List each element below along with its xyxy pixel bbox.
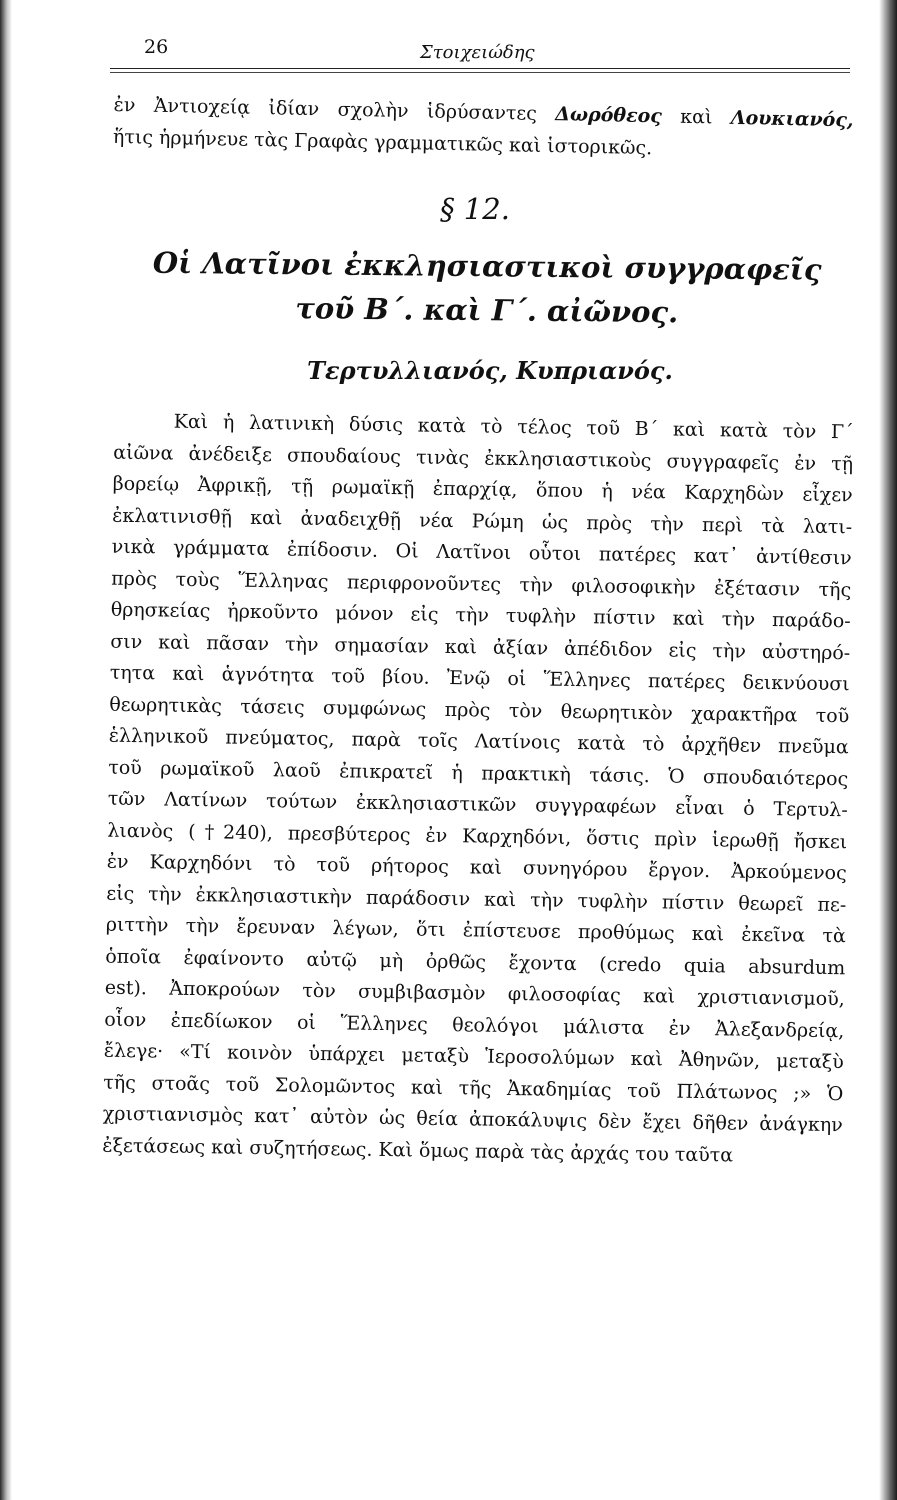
text-line: εἰς τὴν ἐκκλησιαστικὴν παράδοσιν καὶ τὴν τυφλὴν πίστιν θεωρεῖ πε- <box>106 882 847 916</box>
text-line: πρὸς τοὺς Ἕλληνας περιφρονοῦντες τὴν φιλοσοφικὴν ἐξέτασιν τῆς <box>111 567 852 601</box>
section-number: § 12. <box>440 192 510 226</box>
text-line: ριττὴν τὴν ἔρευναν λέγων, ὅτι ἐπίστευσε προθύμως καὶ ἐκεῖνα τὰ <box>105 913 846 948</box>
section-title <box>70 240 861 336</box>
text-line: τοῦ ρωμαϊκοῦ λαοῦ ἐπικρατεῖ ἡ πρακτικὴ τάσις. Ὁ σπουδαιότερος <box>108 756 849 790</box>
text-line: χριστιανισμὸς κατ᾿ αὐτὸν ὡς θεία ἀποκάλυψις δὲν ἔχει δῆθεν ἀνάγκην <box>102 1102 843 1137</box>
running-title: Στοιχειώδης <box>420 42 535 63</box>
text-line: νικὰ γράμματα ἐπίδοσιν. Οἱ Λατῖνοι οὗτοι πατέρες κατ᾿ ἀντίθεσιν <box>111 535 852 570</box>
text-line: τῶν Λατίνων τούτων ἐκκλησιαστικῶν συγγραφέων εἶναι ὁ Τερτυλ- <box>107 787 848 822</box>
section-title-line-1: Οἱ Λατῖνοι ἐκκλησιαστικοὶ συγγραφεῖς <box>152 245 822 287</box>
text-line: est). Ἀποκρούων τὸν συμβιβασμὸν φιλοσοφίας καὶ χριστιανισμοῦ, <box>104 976 845 1011</box>
text-line: ἐξετάσεως καὶ συζητήσεως. Καὶ ὅμως παρὰ τὰς ἀρχάς του ταῦτα <box>102 1134 734 1167</box>
text-line: τῆς στοᾶς τοῦ Σολομῶντος καὶ τῆς Ἀκαδημίας τοῦ Πλάτωνος ;» Ὁ <box>103 1071 844 1105</box>
text-line: ἔλεγε· «Τί κοινὸν ὑπάρχει μεταξὺ Ἱεροσολύμων καὶ Ἀθηνῶν, μεταξὺ <box>103 1039 844 1074</box>
text-line: οἷον ἐπεδίωκον οἱ Ἕλληνες θεολόγοι μάλιστα ἐν Ἀλεξανδρείᾳ, <box>104 1008 845 1042</box>
intro-paragraph <box>69 89 860 169</box>
name-loukianos: Λουκιανός, <box>730 106 854 132</box>
section-subtitle: Τερτυλλιανός, Κυπριανός. <box>307 356 673 385</box>
text-line: ἑλληνικοῦ πνεύματος, παρὰ τοῖς Λατίνοις κατὰ τὸ ἀρχῆθεν πνεῦμα <box>108 724 849 759</box>
text-line: τητα καὶ ἁγνότητα τοῦ βίου. Ἐνῷ οἱ Ἕλληνες πατέρες δεικνύουσι <box>109 661 850 696</box>
running-header <box>70 30 860 66</box>
page-number: 26 <box>144 36 169 58</box>
header-rule <box>110 68 850 69</box>
text-line: θεωρητικὰς τάσεις συμφώνως πρὸς τὸν θεωρητικὸν χαρακτῆρα τοῦ <box>109 693 850 727</box>
text-line: ἐν Καρχηδόνι τὸ τοῦ ρήτορος καὶ συνηγόρου ἔργον. Ἀρκούμενος <box>106 850 847 885</box>
text-line: ἥτις ἡρμήνευε τὰς Γραφὰς γραμματικῶς καὶ ἱστορικῶς. <box>112 125 653 159</box>
text-line: λιανὸς (†240), πρεσβύτερος ἐν Καρχηδόνι, ὅστις πρὶν ἱερωθῇ ἤσκει <box>107 819 848 853</box>
text-line: αἰῶνα ἀνέδειξε σπουδαίους τινὰς ἐκκλησιαστικοὺς συγγραφεῖς ἐν τῇ <box>113 441 854 475</box>
name-dorotheos: Δωρόθεος <box>555 103 663 128</box>
intro-line-1-part-1: ἐν Ἀντιοχείᾳ ἰδίαν σχολὴν ἱδρύσαντες <box>113 93 556 126</box>
book-page <box>70 30 860 1167</box>
body-paragraph <box>58 405 860 1173</box>
page-edge-shadow <box>879 0 897 1500</box>
text-line: ἐκλατινισθῇ καὶ ἀναδειχθῇ νέα Ρώμη ὡς πρὸς τὴν περὶ τὰ λατι- <box>112 504 853 538</box>
text-line: βορείῳ Ἀφρικῇ, τῇ ρωμαϊκῇ ἐπαρχίᾳ, ὅπου ἡ νέα Καρχηδὼν εἶχεν <box>112 472 853 507</box>
text-line: ὁποῖα ἐφαίνοντο αὐτῷ μὴ ὀρθῶς ἔχοντα (credo quia absurdum <box>105 945 846 979</box>
intro-line-1-part-2: καὶ <box>661 105 732 129</box>
header-rule-secondary <box>110 72 850 73</box>
section-title-line-2: τοῦ Β΄. καὶ Γ΄. αἰῶνος. <box>295 291 679 330</box>
text-line: θρησκείας ἠρκοῦντο μόνον εἰς τὴν τυφλὴν πίστιν καὶ τὴν παράδο- <box>110 598 851 633</box>
text-line: σιν καὶ πᾶσαν τὴν σημασίαν καὶ ἀξίαν ἀπέδιδον εἰς τὴν αὐστηρό- <box>110 630 851 664</box>
text-line: Καὶ ἡ λατινικὴ δύσις κατὰ τὸ τέλος τοῦ Β΄ καὶ κατὰ τὸν Γ΄ <box>173 410 854 444</box>
page-gutter-shadow <box>0 0 12 1500</box>
